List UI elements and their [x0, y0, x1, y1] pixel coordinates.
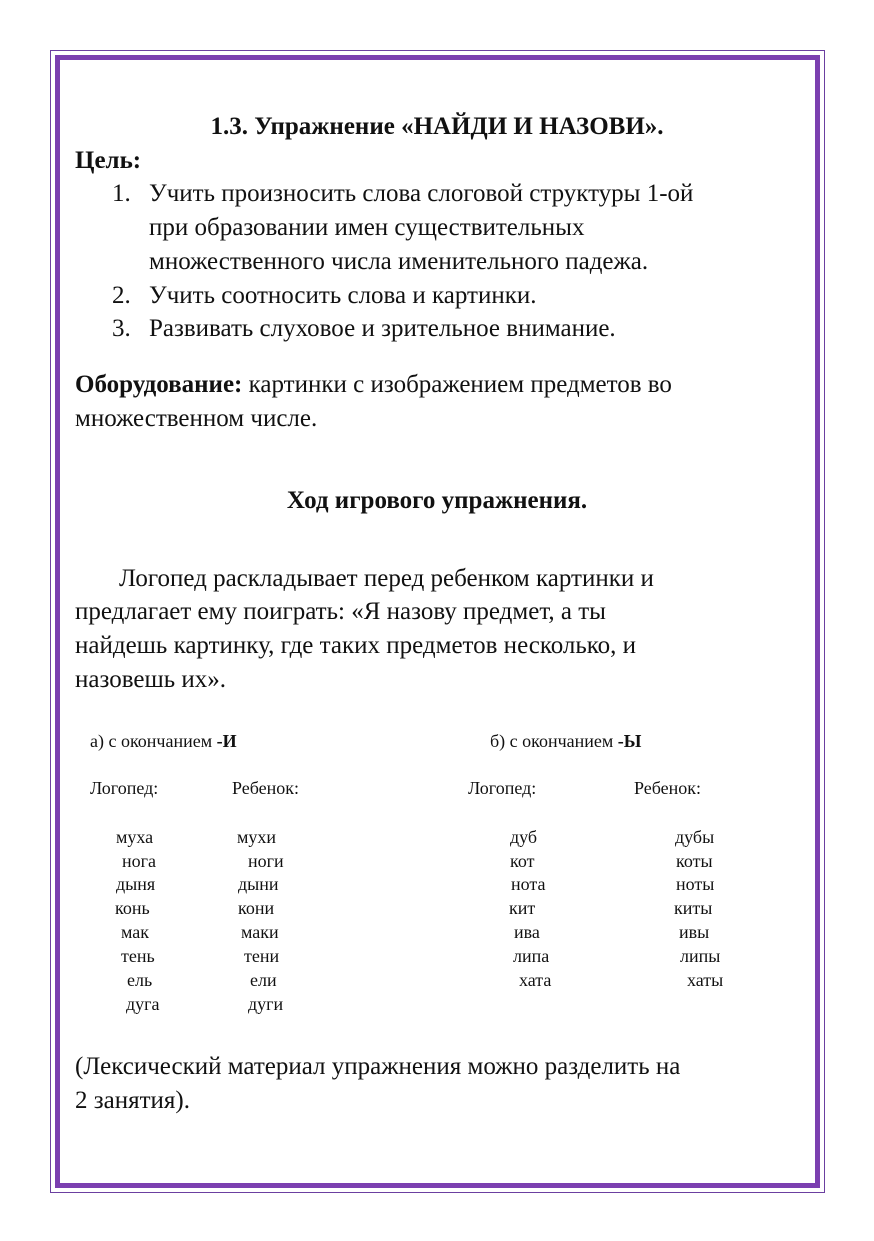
table-a-speaker-word: конь: [115, 898, 150, 918]
table-b-speaker-word: кот: [510, 851, 535, 871]
goal-3-number: 3.: [112, 315, 131, 342]
table-a-label: а) с окончанием -И: [90, 731, 237, 751]
exercise-title: 1.3. Упражнение «НАЙДИ И НАЗОВИ».: [210, 113, 664, 140]
table-b-speaker-word: кит: [509, 898, 536, 918]
equipment-line-1: [75, 368, 672, 401]
table-a-child-word: мухи: [237, 827, 277, 847]
equipment-label: Оборудование:: [75, 371, 243, 398]
table-b-label: б) с окончанием -Ы: [490, 731, 642, 751]
table-a-speaker-word: ель: [127, 970, 153, 990]
table-a-child-header: Ребенок:: [232, 778, 300, 798]
table-b-speaker-word: хата: [519, 970, 552, 990]
procedure-line-4: назовешь их».: [75, 666, 226, 693]
table-a-child-word: кони: [238, 898, 275, 918]
note-line-2: 2 занятия).: [75, 1087, 190, 1114]
table-b-speaker-word: ива: [514, 922, 540, 942]
table-b-speaker-word: нота: [511, 874, 546, 894]
goal-1-number: 1.: [112, 180, 131, 207]
table-a-child-word: маки: [241, 922, 279, 942]
table-b-speaker-word: липа: [513, 946, 550, 966]
table-b-child-word: коты: [676, 851, 713, 871]
table-a-speaker-word: мак: [121, 922, 150, 942]
table-b-child-word: ивы: [679, 922, 710, 942]
table-a-child-word: дуги: [248, 994, 284, 1014]
table-b-child-word: дубы: [675, 827, 715, 847]
procedure-line-1: Логопед раскладывает перед ребенком картинки и: [119, 565, 654, 592]
table-a-speaker-word: тень: [121, 946, 155, 966]
table-a-child-word: тени: [244, 946, 280, 966]
procedure-line-3: найдешь картинку, где таких предметов несколько, и: [75, 632, 637, 659]
table-b-speaker-header: Логопед:: [468, 778, 537, 798]
table-b-child-word: липы: [680, 946, 721, 966]
goal-1-line-1: Учить произносить слова слоговой структуры 1-ой: [149, 180, 694, 207]
equipment-line-2: множественном числе.: [75, 405, 318, 432]
table-b-child-word: киты: [674, 898, 713, 918]
table-b-speaker-word: дуб: [510, 827, 538, 847]
procedure-line-2: предлагает ему поиграть: «Я назову предмет, а ты: [75, 598, 606, 625]
table-b-child-header: Ребенок:: [634, 778, 702, 798]
goal-2-number: 2.: [112, 282, 131, 309]
table-a-speaker-word: дыня: [116, 874, 156, 894]
table-a-child-word: ели: [250, 970, 277, 990]
table-a-speaker-word: муха: [116, 827, 154, 847]
procedure-title: Ход игрового упражнения.: [286, 487, 588, 514]
goal-2-line-1: Учить соотносить слова и картинки.: [149, 282, 537, 309]
table-a-speaker-word: дуга: [126, 994, 160, 1014]
goal-label: Цель:: [75, 147, 142, 174]
note-line-1: (Лексический материал упражнения можно разделить на: [75, 1053, 681, 1080]
goal-1-line-2: при образовании имен существительных: [149, 214, 585, 241]
equipment-text: картинки с изображением предметов во: [242, 371, 672, 398]
table-a-child-word: дыни: [238, 874, 279, 894]
table-a-speaker-header: Логопед:: [90, 778, 159, 798]
table-b-child-word: хаты: [687, 970, 724, 990]
table-a-speaker-word: нога: [122, 851, 157, 871]
table-a-child-word: ноги: [248, 851, 284, 871]
goal-1-line-3: множественного числа именительного падежа.: [149, 248, 649, 275]
goal-3-line-1: Развивать слуховое и зрительное внимание.: [149, 315, 616, 342]
table-b-child-word: ноты: [676, 874, 715, 894]
